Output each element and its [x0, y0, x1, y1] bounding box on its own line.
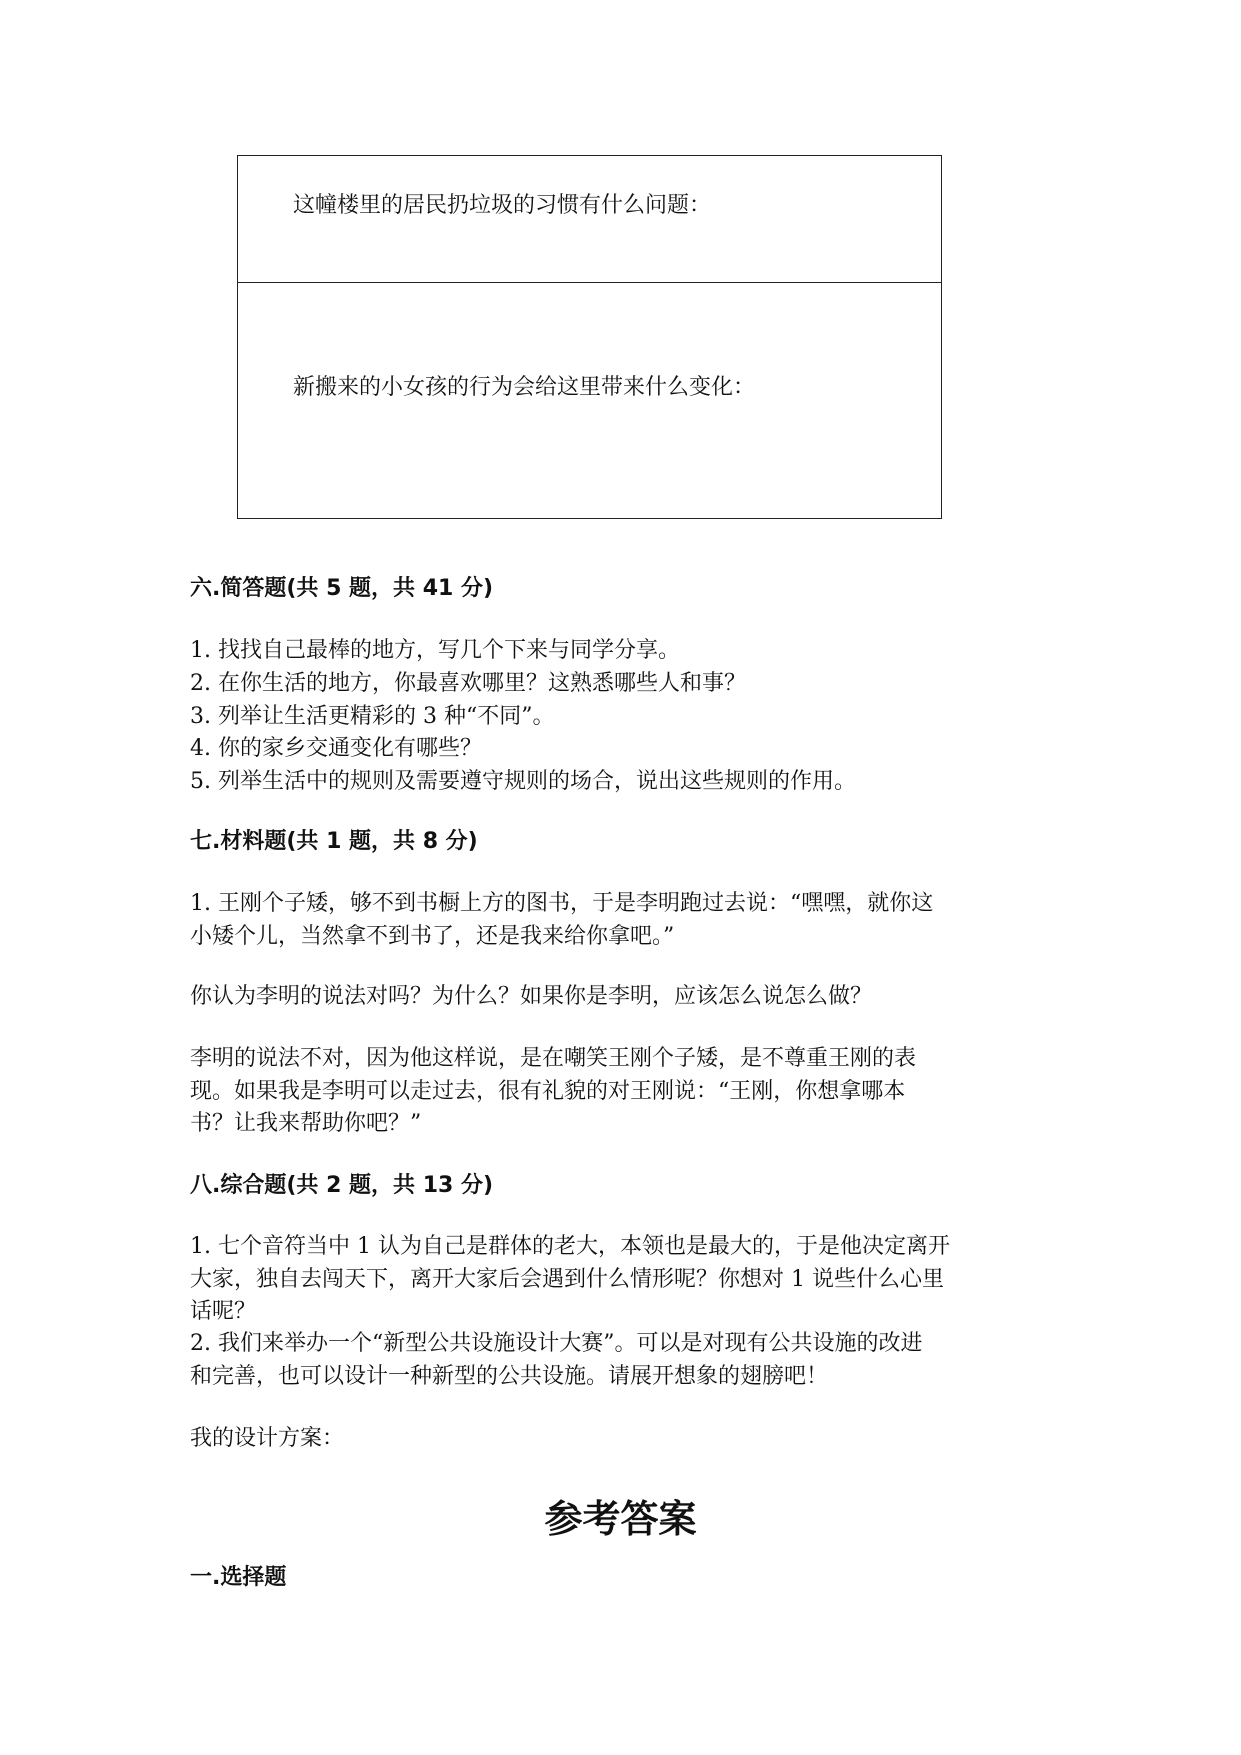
material-line: 1. 王刚个子矮，够不到书橱上方的图书，于是李明跑过去说：“嘿嘿，就你这	[190, 891, 934, 916]
list-item: 3. 列举让生活更精彩的 3 种“不同”。	[190, 704, 555, 729]
answer-line: 李明的说法不对，因为他这样说，是在嘲笑王刚个子矮，是不尊重王刚的表	[190, 1046, 917, 1071]
section-6-heading: 六.简答题(共 5 题，共 41 分)	[190, 576, 494, 601]
question-line: 2. 我们来举办一个“新型公共设施设计大赛”。可以是对现有公共设施的改进	[190, 1331, 923, 1356]
list-item: 2. 在你生活的地方，你最喜欢哪里？这熟悉哪些人和事？	[190, 671, 746, 696]
list-item: 1. 找找自己最棒的地方，写几个下来与同学分享。	[190, 638, 680, 663]
question-table	[237, 155, 942, 519]
section-8-heading: 八.综合题(共 2 题，共 13 分)	[190, 1173, 494, 1198]
answer-line: 现。如果我是李明可以走过去，很有礼貌的对王刚说：“王刚，你想拿哪本	[190, 1079, 906, 1104]
material-question: 你认为李明的说法对吗？为什么？如果你是李明，应该怎么说怎么做？	[190, 984, 873, 1009]
question-line: 话呢？	[190, 1299, 257, 1324]
question-line: 大家，独自去闯天下，离开大家后会遇到什么情形呢？你想对 1 说些什么心里	[190, 1267, 944, 1292]
list-item: 4. 你的家乡交通变化有哪些？	[190, 736, 482, 761]
material-line: 小矮个儿，当然拿不到书了，还是我来给你拿吧。”	[190, 924, 675, 949]
list-item: 5. 列举生活中的规则及需要遵守规则的场合，说出这些规则的作用。	[190, 769, 856, 794]
question-line: 1. 七个音符当中 1 认为自己是群体的老大，本领也是最大的，于是他决定离开	[190, 1234, 950, 1259]
table-row-2-text: 新搬来的小女孩的行为会给这里带来什么变化：	[293, 375, 756, 400]
section-7-heading: 七.材料题(共 1 题，共 8 分)	[190, 829, 478, 854]
answers-title: 参考答案	[544, 1497, 697, 1541]
design-label: 我的设计方案：	[190, 1426, 345, 1451]
answers-section-1-heading: 一.选择题	[190, 1565, 287, 1590]
table-row-1-text: 这幢楼里的居民扔垃圾的习惯有什么问题：	[293, 193, 712, 218]
table-divider	[238, 282, 941, 283]
answer-line: 书？让我来帮助你吧？”	[190, 1111, 422, 1136]
question-line: 和完善，也可以设计一种新型的公共设施。请展开想象的翅膀吧！	[190, 1364, 829, 1389]
